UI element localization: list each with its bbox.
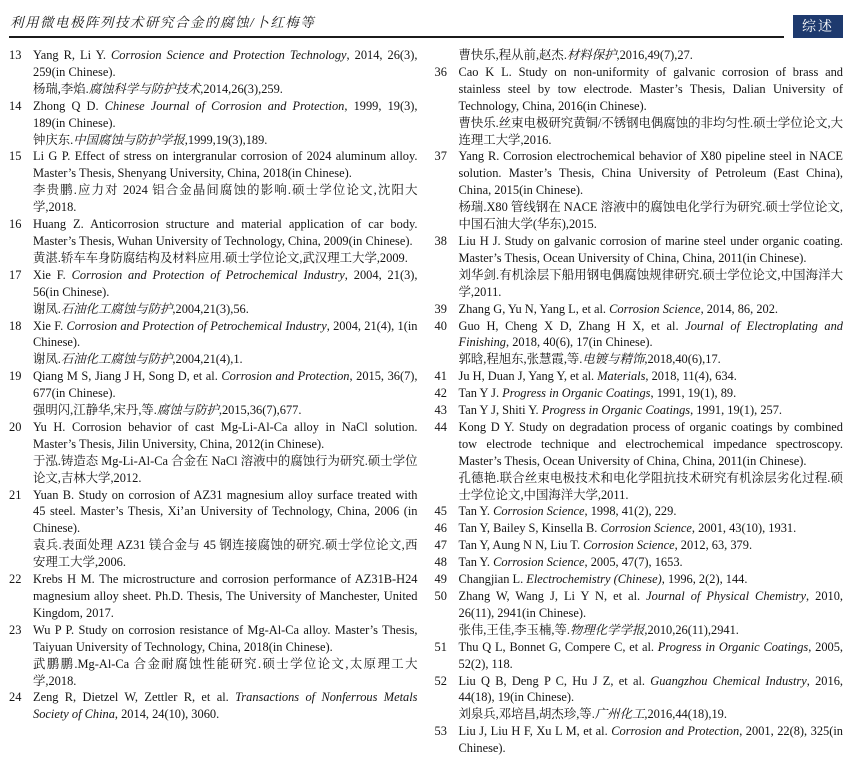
- reference-body: [33, 47, 418, 98]
- reference-text: Yuan B. Study on corrosion of AZ31 magnesium alloy surface treated with 45 steel. Master’s Thesis, Xi’an University of Technology, China, 2006 (in Chinese).: [33, 487, 418, 536]
- reference-item: [435, 588, 844, 639]
- reference-body: [459, 554, 844, 571]
- reference-item: [9, 368, 418, 419]
- reference-body: [33, 98, 418, 149]
- reference-number: 22: [9, 572, 22, 587]
- reference-item: [9, 571, 418, 622]
- reference-body: [33, 216, 418, 267]
- reference-number: 44: [434, 419, 447, 434]
- reference-text: Thu Q L, Bonnet G, Compere C, et al. Progress in Organic Coatings, 2005, 52(2), 118.: [458, 639, 844, 671]
- reference-number: 21: [9, 487, 22, 502]
- reference-text: Liu Q B, Deng P C, Hu J Z, et al. Guangzhou Chemical Industry, 2016, 44(18), 19(in Chinese).: [458, 673, 843, 705]
- reference-number: 42: [434, 386, 447, 401]
- reference-text: 杨瑞,李焰.腐蚀科学与防护技术,2014,26(3),259.: [33, 81, 283, 96]
- reference-body: [459, 588, 844, 639]
- reference-text: Zhang G, Yu N, Yang L, et al. Corrosion Science, 2014, 86, 202.: [458, 301, 779, 316]
- reference-number: 15: [9, 149, 22, 164]
- reference-item: [9, 622, 418, 690]
- reference-number: 50: [434, 589, 447, 603]
- reference-text: Guo H, Cheng X D, Zhang H X, et al. Journal of Electroplating and Finishing, 2018, 40(6), 17(in Chinese).: [458, 318, 843, 350]
- reference-number: 16: [9, 217, 22, 232]
- reference-number: 19: [9, 369, 22, 384]
- reference-item: [9, 148, 418, 216]
- reference-body: [459, 402, 844, 419]
- reference-number: 36: [434, 64, 447, 79]
- reference-item: [435, 419, 844, 504]
- reference-text: Yu H. Corrosion behavior of cast Mg-Li-Al-Ca alloy in NaCl solution. Master’s Thesis, Jilin University, China, 2012(in Chinese).: [33, 419, 418, 451]
- reference-body: [459, 520, 844, 537]
- reference-text: Liu J, Liu H F, Xu L M, et al. Corrosion and Protection, 2001, 22(8), 325(in Chinese).: [458, 724, 843, 756]
- reference-item: [9, 689, 418, 723]
- reference-body: [33, 368, 418, 419]
- reference-body: [459, 64, 844, 149]
- reference-number: 48: [434, 555, 447, 570]
- reference-number: 52: [434, 673, 447, 688]
- reference-text: Xie F. Corrosion and Protection of Petrochemical Industry, 2004, 21(3), 56(in Chinese).: [33, 267, 418, 299]
- reference-number: 46: [434, 521, 447, 536]
- reference-text: Yang R, Li Y. Corrosion Science and Protection Technology, 2014, 26(3), 259(in Chinese).: [33, 48, 418, 79]
- reference-text: Tan Y J, Shiti Y. Progress in Organic Coatings, 1991, 19(1), 257.: [458, 403, 782, 418]
- reference-text: Tan Y J. Progress in Organic Coatings, 1991, 19(1), 89.: [458, 386, 737, 401]
- reference-item: [435, 673, 844, 724]
- reference-text: Zhong Q D. Chinese Journal of Corrosion and Protection, 1999, 19(3), 189(in Chinese).: [33, 98, 418, 130]
- reference-body: [459, 537, 844, 554]
- reference-text: Changjian L. Electrochemistry (Chinese), 1996, 2(2), 144.: [458, 572, 748, 587]
- reference-text: Xie F. Corrosion and Protection of Petrochemical Industry, 2004, 21(4), 1(in Chinese).: [33, 318, 418, 350]
- reference-text: Cao K L. Study on non-uniformity of galvanic corrosion of brass and stainless steel by tow electrode. Master’s Thesis, Dalian University of Technology, China, 2016(in Chinese).: [458, 64, 843, 113]
- reference-item: [9, 98, 418, 149]
- reference-text: 谢凤.石油化工腐蚀与防护,2004,21(4),1.: [33, 352, 243, 367]
- reference-body: [459, 723, 844, 757]
- reference-text: 孔德艳.联合丝束电极技术和电化学阻抗技术研究有机涂层劣化过程.硕士学位论文,中国海洋大学,2011.: [458, 470, 843, 502]
- reference-item: [9, 318, 418, 369]
- reference-item: [435, 639, 844, 673]
- reference-body: [459, 318, 844, 369]
- reference-number: 49: [434, 572, 447, 587]
- reference-item: [435, 571, 844, 588]
- reference-text: 张伟,王佳,李玉楠,等.物理化学学报,2010,26(11),2941.: [458, 622, 739, 637]
- reference-text: 武鹏鹏.Mg-Al-Ca 合金耐腐蚀性能研究.硕士学位论文,太原理工大学,2018.: [33, 656, 418, 688]
- reference-item: [435, 318, 844, 369]
- reference-text: 郭晗,程旭东,张慧霞,等.电镀与精饰,2018,40(6),17.: [458, 352, 721, 367]
- page-header: [9, 2, 843, 38]
- reference-item: [9, 216, 418, 267]
- reference-text: 强明闪,江静华,宋丹,等.腐蚀与防护,2015,36(7),677.: [33, 403, 302, 418]
- reference-item: [9, 267, 418, 318]
- running-title: 利用微电极阵列技术研究合金的腐蚀/卜红梅等: [10, 15, 316, 30]
- references-columns: [9, 38, 843, 757]
- journal-page: [0, 2, 851, 757]
- reference-text: 于泓.铸造态 Mg-Li-Al-Ca 合金在 NaCl 溶液中的腐蚀行为研究.硕士学位论文,吉林大学,2012.: [33, 453, 418, 485]
- reference-body: [459, 571, 844, 588]
- reference-text: 谢凤.石油化工腐蚀与防护,2004,21(3),56.: [33, 301, 249, 316]
- reference-body: [33, 622, 418, 690]
- reference-number: 40: [434, 318, 447, 333]
- reference-text: 曹快乐.丝束电极研究黄铜/不锈钢电偶腐蚀的非均匀性.硕士学位论文,大连理工大学,2016.: [458, 115, 843, 147]
- reference-item: [435, 537, 844, 554]
- reference-text: 刘泉兵,邓培昌,胡杰珍,等.广州化工,2016,44(18),19.: [458, 707, 727, 722]
- reference-body: [459, 673, 844, 724]
- reference-number: 18: [9, 318, 22, 333]
- reference-body: [459, 385, 844, 402]
- reference-body: [459, 47, 844, 64]
- reference-text: Kong D Y. Study on degradation process of organic coatings by combined tow electrode technique and electrochemical impedance spectroscopy. Master’s Thesis, Ocean University of China, China, 2011(in Chinese).: [458, 419, 843, 468]
- reference-body: [33, 689, 418, 723]
- references-column-left: [9, 47, 418, 757]
- reference-body: [33, 318, 418, 369]
- reference-text: 袁兵.表面处理 AZ31 镁合金与 45 钢连接腐蚀的研究.硕士学位论文,西安理工大学,2006.: [33, 538, 418, 570]
- reference-body: [33, 148, 418, 216]
- reference-item: [435, 47, 844, 64]
- reference-body: [459, 301, 844, 318]
- reference-number: 38: [434, 233, 447, 248]
- reference-body: [33, 487, 418, 572]
- references-column-right: [435, 47, 844, 757]
- reference-number: 41: [434, 369, 447, 384]
- reference-number: 23: [9, 622, 22, 637]
- reference-number: 47: [434, 538, 447, 553]
- reference-number: 13: [9, 48, 22, 62]
- reference-body: [459, 148, 844, 233]
- reference-text: 李贵鹏.应力对 2024 铝合金晶间腐蚀的影响.硕士学位论文,沈阳大学,2018.: [33, 183, 418, 215]
- reference-text: Wu P P. Study on corrosion resistance of Mg-Al-Ca alloy. Master’s Thesis, Taiyuan University of Technology, China, 2018(in Chinese).: [33, 622, 418, 654]
- reference-body: [33, 419, 418, 487]
- reference-text: 杨瑞.X80 管线钢在 NACE 溶液中的腐蚀电化学行为研究.硕士学位论文,中国石油大学(华东),2015.: [458, 200, 843, 232]
- reference-text: Huang Z. Anticorrosion structure and material application of car body. Master’s Thesis, Wuhan University of Technology, China, 2009(in Chinese).: [33, 217, 418, 248]
- reference-item: [435, 520, 844, 537]
- reference-text: Yang R. Corrosion electrochemical behavior of X80 pipeline steel in NACE solution. Master’s Thesis, China University of Petroleum (East China), China, 2015(in Chinese).: [458, 149, 843, 198]
- reference-text: 曹快乐,程从前,赵杰.材料保护,2016,49(7),27.: [458, 48, 693, 62]
- reference-number: 43: [434, 403, 447, 418]
- reference-body: [459, 503, 844, 520]
- reference-text: 钟庆东.中国腐蚀与防护学报,1999,19(3),189.: [33, 132, 268, 147]
- reference-item: [435, 368, 844, 385]
- reference-item: [9, 47, 418, 98]
- reference-item: [435, 723, 844, 757]
- reference-item: [435, 402, 844, 419]
- reference-body: [459, 368, 844, 385]
- reference-number: [435, 47, 459, 64]
- reference-item: [435, 64, 844, 149]
- reference-number: 45: [434, 504, 447, 519]
- reference-text: Tan Y, Bailey S, Kinsella B. Corrosion Science, 2001, 43(10), 1931.: [458, 521, 797, 536]
- reference-text: Liu H J. Study on galvanic corrosion of marine steel under organic coating. Master’s Thesis, Ocean University of China, China, 2011(in Chinese).: [458, 233, 843, 265]
- reference-item: [435, 233, 844, 301]
- reference-number: 20: [9, 419, 22, 434]
- reference-number: 24: [9, 690, 22, 705]
- reference-item: [435, 301, 844, 318]
- reference-item: [435, 148, 844, 233]
- reference-number: 53: [434, 724, 447, 739]
- reference-number: 51: [434, 639, 447, 654]
- reference-item: [435, 503, 844, 520]
- reference-item: [9, 487, 418, 572]
- reference-number: 39: [434, 301, 447, 316]
- reference-item: [435, 385, 844, 402]
- reference-text: Qiang M S, Jiang J H, Song D, et al. Corrosion and Protection, 2015, 36(7), 677(in Chinese).: [33, 369, 418, 401]
- section-badge: 综述: [793, 15, 843, 38]
- reference-number: 14: [9, 98, 22, 113]
- reference-body: [33, 267, 418, 318]
- reference-text: Li G P. Effect of stress on intergranular corrosion of 2024 aluminum alloy. Master’s Thesis, Shenyang University, China, 2018(in Chinese).: [33, 149, 418, 181]
- reference-body: [33, 571, 418, 622]
- reference-number: 37: [434, 149, 447, 164]
- reference-text: Krebs H M. The microstructure and corrosion performance of AZ31B-H24 magnesium alloy sheet. Ph.D. Thesis, The University of Manchester, United Kingdom, 2017.: [33, 572, 418, 620]
- reference-text: Tan Y, Aung N N, Liu T. Corrosion Science, 2012, 63, 379.: [458, 538, 753, 553]
- reference-text: 刘华剑.有机涂层下船用钢电偶腐蚀规律研究.硕士学位论文,中国海洋大学,2011.: [458, 267, 843, 299]
- header-rule: [9, 2, 784, 38]
- reference-text: Ju H, Duan J, Yang Y, et al. Materials, 2018, 11(4), 634.: [458, 369, 737, 384]
- reference-text: Zhang W, Wang J, Li Y N, et al. Journal of Physical Chemistry, 2010, 26(11), 2941(in Chinese).: [458, 589, 843, 620]
- reference-text: Tan Y. Corrosion Science, 1998, 41(2), 229.: [458, 504, 677, 519]
- reference-text: Tan Y. Corrosion Science, 2005, 47(7), 1653.: [458, 555, 683, 570]
- reference-body: [459, 419, 844, 504]
- reference-number: 17: [9, 267, 22, 282]
- reference-body: [459, 639, 844, 673]
- reference-body: [459, 233, 844, 301]
- reference-item: [9, 419, 418, 487]
- reference-item: [435, 554, 844, 571]
- reference-text: Zeng R, Dietzel W, Zettler R, et al. Transactions of Nonferrous Metals Society of China, 2014, 24(10), 3060.: [33, 690, 418, 722]
- reference-text: 黄湛.轿车车身防腐结构及材料应用.硕士学位论文,武汉理工大学,2009.: [33, 250, 408, 265]
